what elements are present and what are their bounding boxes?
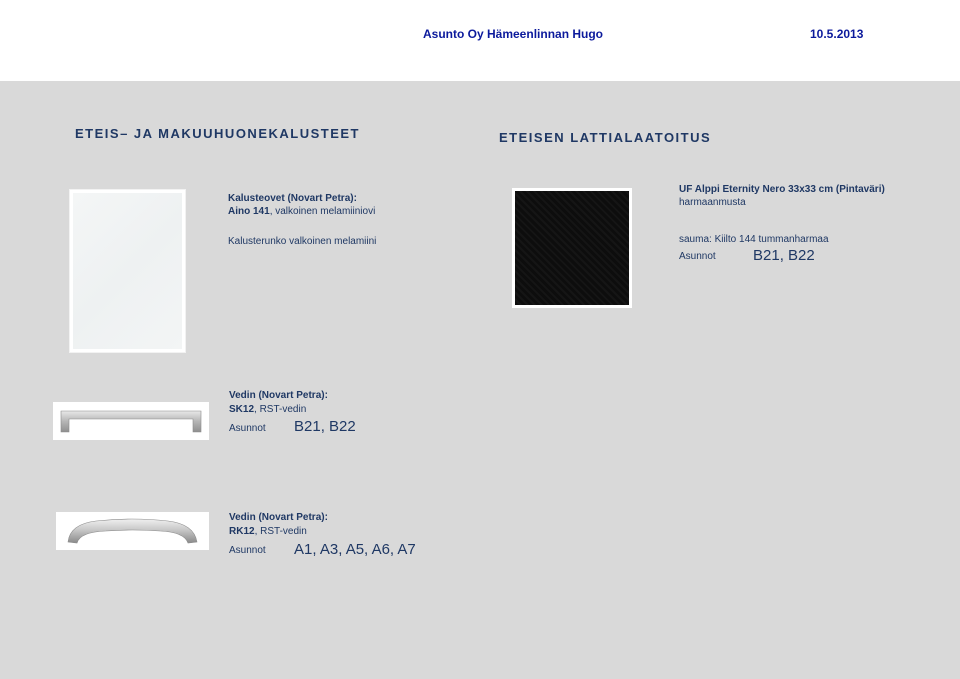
doors-description: Aino 141, valkoinen melamiiniovi [228, 206, 376, 217]
black-tile-swatch [512, 188, 632, 308]
grout-description: sauma: Kiilto 144 tummanharmaa [679, 234, 829, 245]
tile-name: UF Alppi Eternity Nero 33x33 cm (Pintaväri) [679, 184, 885, 195]
document-date: 10.5.2013 [810, 27, 864, 41]
handle2-title: Vedin (Novart Petra): [229, 512, 328, 523]
content-panel [0, 81, 960, 679]
frame-description: Kalusterunko valkoinen melamiini [228, 236, 377, 247]
handle2-description: RK12, RST-vedin [229, 526, 307, 537]
handle1-code: SK12 [229, 404, 255, 415]
handle1-title: Vedin (Novart Petra): [229, 390, 328, 401]
rk12-handle-image [56, 512, 209, 550]
company-name: Asunto Oy Hämeenlinnan Hugo [423, 27, 604, 41]
handle2-code: RK12 [229, 526, 255, 537]
doors-label: Kalusteovet (Novart Petra): [228, 193, 357, 204]
page-header [0, 0, 960, 81]
doors-code: Aino 141 [228, 206, 270, 217]
tile-color: harmaanmusta [679, 197, 746, 208]
tile-apartments: B21, B22 [753, 247, 815, 264]
handle2-apartments: A1, A3, A5, A6, A7 [294, 541, 416, 558]
furniture-section-title: ETEIS– JA MAKUUHUONEKALUSTEET [75, 126, 360, 141]
sk12-handle-image [53, 402, 209, 440]
handle2-apartments-label: Asunnot [229, 545, 266, 556]
tile-apartments-label: Asunnot [679, 251, 716, 262]
handle1-apartments-label: Asunnot [229, 423, 266, 434]
white-door-swatch [69, 189, 186, 353]
tiling-section-title: ETEISEN LATTIALAATOITUS [499, 130, 712, 145]
handle1-description: SK12, RST-vedin [229, 404, 307, 415]
handle1-apartments: B21, B22 [294, 418, 356, 435]
